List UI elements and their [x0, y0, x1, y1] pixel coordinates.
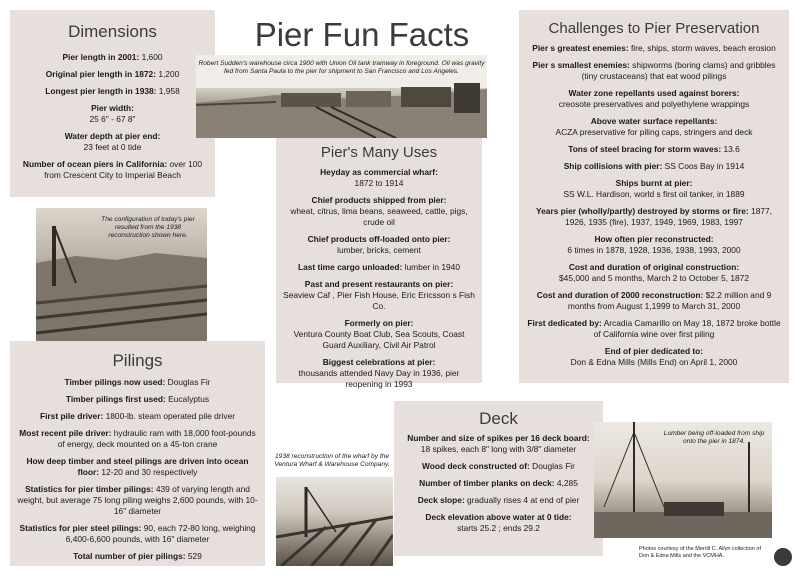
- fact-item: [525, 318, 783, 340]
- dimensions-panel: [10, 10, 215, 197]
- deck-facts: [400, 433, 597, 534]
- fact-label: Number and size of spikes per 16 deck board:: [407, 433, 590, 443]
- fact-item: [16, 484, 259, 517]
- fact-label: Statistics for pier steel pilings:: [19, 523, 142, 533]
- fact-label: Heyday as commercial wharf:: [320, 167, 438, 177]
- fact-value: 25 6" - 67 8": [89, 114, 136, 124]
- uses-title: Pier's Many Uses: [320, 144, 438, 161]
- wharf-photo-image: [276, 477, 393, 566]
- fact-item: [525, 262, 783, 284]
- fact-item: [16, 394, 259, 405]
- fact-label: Past and present restaurants on pier:: [304, 279, 454, 289]
- fact-value: creosote preservatives and polyethylene wrappings: [558, 99, 750, 109]
- fact-item: [18, 52, 207, 63]
- fact-label: Tons of steel bracing for storm waves:: [568, 144, 722, 154]
- main-title: Pier Fun Facts: [254, 16, 470, 53]
- fact-label: First pile driver:: [39, 411, 104, 421]
- fact-label: Pier width:: [91, 103, 134, 113]
- pilings-panel: [10, 341, 265, 566]
- uses-facts: [282, 167, 476, 390]
- deck-panel: [394, 401, 603, 556]
- fact-label: Water zone repellants used against borers:: [568, 88, 740, 98]
- wharf-caption: 1938 reconstruction of the wharf by the Ventura Wharf & Warehouse Company.: [274, 453, 390, 468]
- fact-value: shipworms (boring clams) and gribbles (tiny crustaceans) that eat wood pilings: [581, 60, 776, 81]
- fact-item: [18, 131, 207, 153]
- vcmha-seal-icon: [774, 548, 792, 566]
- fact-value: gradually rises 4 at end of pier: [464, 495, 580, 505]
- fact-value: 439 of varying length and weight, but average 75 long piling weighs 2,600 pounds, with 10-16" diameter: [17, 484, 258, 516]
- pilings-title: Pilings: [112, 351, 163, 370]
- uses-panel: [276, 138, 482, 389]
- fact-value: 13.6: [721, 144, 740, 154]
- fact-label: Total number of pier pilings:: [73, 551, 186, 561]
- fact-value: 23 feet at 0 tide: [83, 142, 142, 152]
- challenges-title: Challenges to Pier Preservation: [548, 20, 760, 37]
- fact-item: [18, 86, 207, 97]
- fact-value: Douglas Fir: [529, 461, 575, 471]
- fact-value: 529: [185, 551, 202, 561]
- fact-item: [525, 144, 783, 155]
- fact-value: ACZA preservative for piling caps, stringers and deck: [555, 127, 753, 137]
- fact-value: Don & Edna Mills (Mills End) on April 1, 2000: [570, 357, 738, 367]
- fact-item: [525, 290, 783, 312]
- fact-label: Ship collisions with pier:: [563, 161, 663, 171]
- fact-value: Ventura County Boat Club, Sea Scouts, Coast Guard Auxiliary, Civil Air Patrol: [293, 329, 465, 350]
- fact-item: [525, 88, 783, 110]
- fact-value: SS Coos Bay in 1914: [662, 161, 745, 171]
- fact-value: 4,285: [554, 478, 578, 488]
- fact-item: [400, 495, 597, 506]
- fact-item: [16, 523, 259, 545]
- fact-value: 90, each 72-80 long, weighing 6,400-6,600 pounds, with 16" diameter: [65, 523, 256, 544]
- fact-label: Ships burnt at pier:: [615, 178, 693, 188]
- fact-label: First dedicated by:: [527, 318, 602, 328]
- fact-label: Pier s smallest enemies:: [532, 60, 630, 70]
- fact-item: [282, 318, 476, 351]
- fact-value: lumber, bricks, cement: [337, 245, 421, 255]
- dimensions-facts: [18, 52, 207, 181]
- fact-value: wheat, citrus, lima beans, seaweed, cattle, pigs, crude oil: [290, 206, 468, 227]
- challenges-panel: [519, 10, 789, 383]
- fact-value: 18 spikes, each 8" long with 3/8" diameter: [420, 444, 577, 454]
- photo-credit: Photos courtesy of the Merrill C. Allyn collection of Don & Edna Mills and the VCMHA.: [639, 546, 761, 559]
- fact-label: Wood deck constructed of:: [422, 461, 530, 471]
- fact-label: Pier s greatest enemies:: [532, 43, 629, 53]
- fact-label: Deck slope:: [417, 495, 465, 505]
- fact-item: [282, 357, 476, 390]
- dimensions-title: Dimensions: [68, 22, 157, 41]
- fact-item: [400, 478, 597, 489]
- fact-label: Chief products off-loaded onto pier:: [307, 234, 451, 244]
- fact-item: [16, 551, 259, 562]
- deck-title: Deck: [479, 409, 518, 428]
- fact-label: Last time cargo unloaded:: [298, 262, 403, 272]
- fact-item: [16, 456, 259, 478]
- fact-item: [18, 103, 207, 125]
- fact-value: Douglas Fir: [165, 377, 211, 387]
- fact-value: $2.2 million and 9 months from August 1,1999 to March 31, 2000: [567, 290, 772, 311]
- fact-value: SS W.L. Hardison, world s first oil tanker, in 1889: [563, 189, 745, 199]
- fact-value: lumber in 1940: [402, 262, 460, 272]
- fact-item: [525, 116, 783, 138]
- fact-value: 1872 to 1914: [354, 178, 404, 188]
- fact-label: Biggest celebrations at pier:: [322, 357, 436, 367]
- fact-label: Years pier (wholly/partly) destroyed by storms or fire:: [536, 206, 749, 216]
- fact-value: thousands attended Navy Day in 1936, pier reopening in 1993: [298, 368, 460, 389]
- fact-item: [282, 262, 476, 273]
- pilings-facts: [16, 377, 259, 562]
- fact-item: [400, 433, 597, 455]
- fact-value: hydraulic ram with 18,000 foot-pounds of energy, deck mounted on a 45-ton crane: [57, 428, 256, 449]
- wharf-photo: [276, 477, 393, 566]
- fact-item: [18, 69, 207, 80]
- fact-value: Seaview Caf , Pier Fish House, Eric Ericsson s Fish Co.: [283, 290, 475, 311]
- fact-label: Timber pilings first used:: [65, 394, 166, 404]
- fact-label: Pier length in 2001:: [62, 52, 140, 62]
- fact-value: Arcadia Camarillo on May 18, 1872 broke bottle of California wine over first piling: [593, 318, 781, 339]
- fact-item: [525, 161, 783, 172]
- fact-label: Cost and duration of 2000 reconstruction:: [536, 290, 704, 300]
- fact-value: $45,000 and 5 months, March 2 to October 5, 1872: [559, 273, 749, 283]
- fact-label: Number of ocean piers in California:: [22, 159, 168, 169]
- fact-value: starts 25.2 ; ends 29.2: [457, 523, 540, 533]
- fact-label: Most recent pile driver:: [19, 428, 112, 438]
- fact-label: Cost and duration of original construction:: [568, 262, 740, 272]
- fact-label: End of pier dedicated to:: [604, 346, 704, 356]
- fact-label: Above water surface repellants:: [590, 116, 718, 126]
- fact-item: [282, 167, 476, 189]
- fact-value: 6 times in 1878, 1928, 1936, 1938, 1993, 2000: [567, 245, 741, 255]
- fact-item: [400, 512, 597, 534]
- fact-label: Longest pier length in 1938:: [45, 86, 157, 96]
- fact-value: Eucalyptus: [165, 394, 210, 404]
- fact-item: [525, 234, 783, 256]
- fact-item: [282, 195, 476, 228]
- fact-value: over 100 from Crescent City to Imperial Beach: [44, 159, 203, 180]
- fact-label: Water depth at pier end:: [64, 131, 161, 141]
- fact-label: How often pier reconstructed:: [594, 234, 714, 244]
- fact-label: Number of timber planks on deck:: [419, 478, 555, 488]
- reconstruction-caption: The configuration of today's pier resulted from the 1938 reconstruction shown here.: [101, 216, 195, 239]
- challenges-facts: [525, 43, 783, 368]
- fact-label: Chief products shipped from pier:: [311, 195, 447, 205]
- fact-item: [18, 159, 207, 181]
- fact-value: 1,200: [156, 69, 180, 79]
- fact-value: 1,600: [139, 52, 163, 62]
- fact-item: [525, 43, 783, 54]
- fact-value: 1800-lb. steam operated pile driver: [103, 411, 236, 421]
- fact-label: Statistics for pier timber pilings:: [25, 484, 154, 494]
- fact-item: [525, 206, 783, 228]
- fact-label: Formerly on pier:: [344, 318, 414, 328]
- fact-item: [525, 346, 783, 368]
- fact-item: [16, 377, 259, 388]
- fact-label: How deep timber and steel pilings are driven into ocean floor:: [26, 456, 249, 477]
- fact-item: [282, 279, 476, 312]
- fact-label: Original pier length in 1872:: [45, 69, 156, 79]
- fact-item: [282, 234, 476, 256]
- fact-value: 1877, 1926, 1935 (fire), 1937, 1949, 1969, 1983, 1997: [565, 206, 772, 227]
- fact-item: [16, 411, 259, 422]
- fact-label: Timber pilings now used:: [64, 377, 166, 387]
- fact-value: fire, ships, storm waves, beach erosion: [628, 43, 776, 53]
- fact-item: [400, 461, 597, 472]
- fact-item: [525, 60, 783, 82]
- lumber-caption: Lumber being off-loaded from ship onto the pier in 1874.: [663, 430, 765, 445]
- fact-value: 1,958: [156, 86, 180, 96]
- fact-item: [16, 428, 259, 450]
- warehouse-caption: Robert Sudden's warehouse circa 1900 with Union Oil tank tramway in foreground. Oil was gravity fed from Santa Paula to the pier for shipment to San Francisco and Los Angeles.: [198, 60, 485, 75]
- fact-item: [525, 178, 783, 200]
- fact-value: 12-20 and 30 respectively: [99, 467, 198, 477]
- fact-label: Deck elevation above water at 0 tide:: [425, 512, 572, 522]
